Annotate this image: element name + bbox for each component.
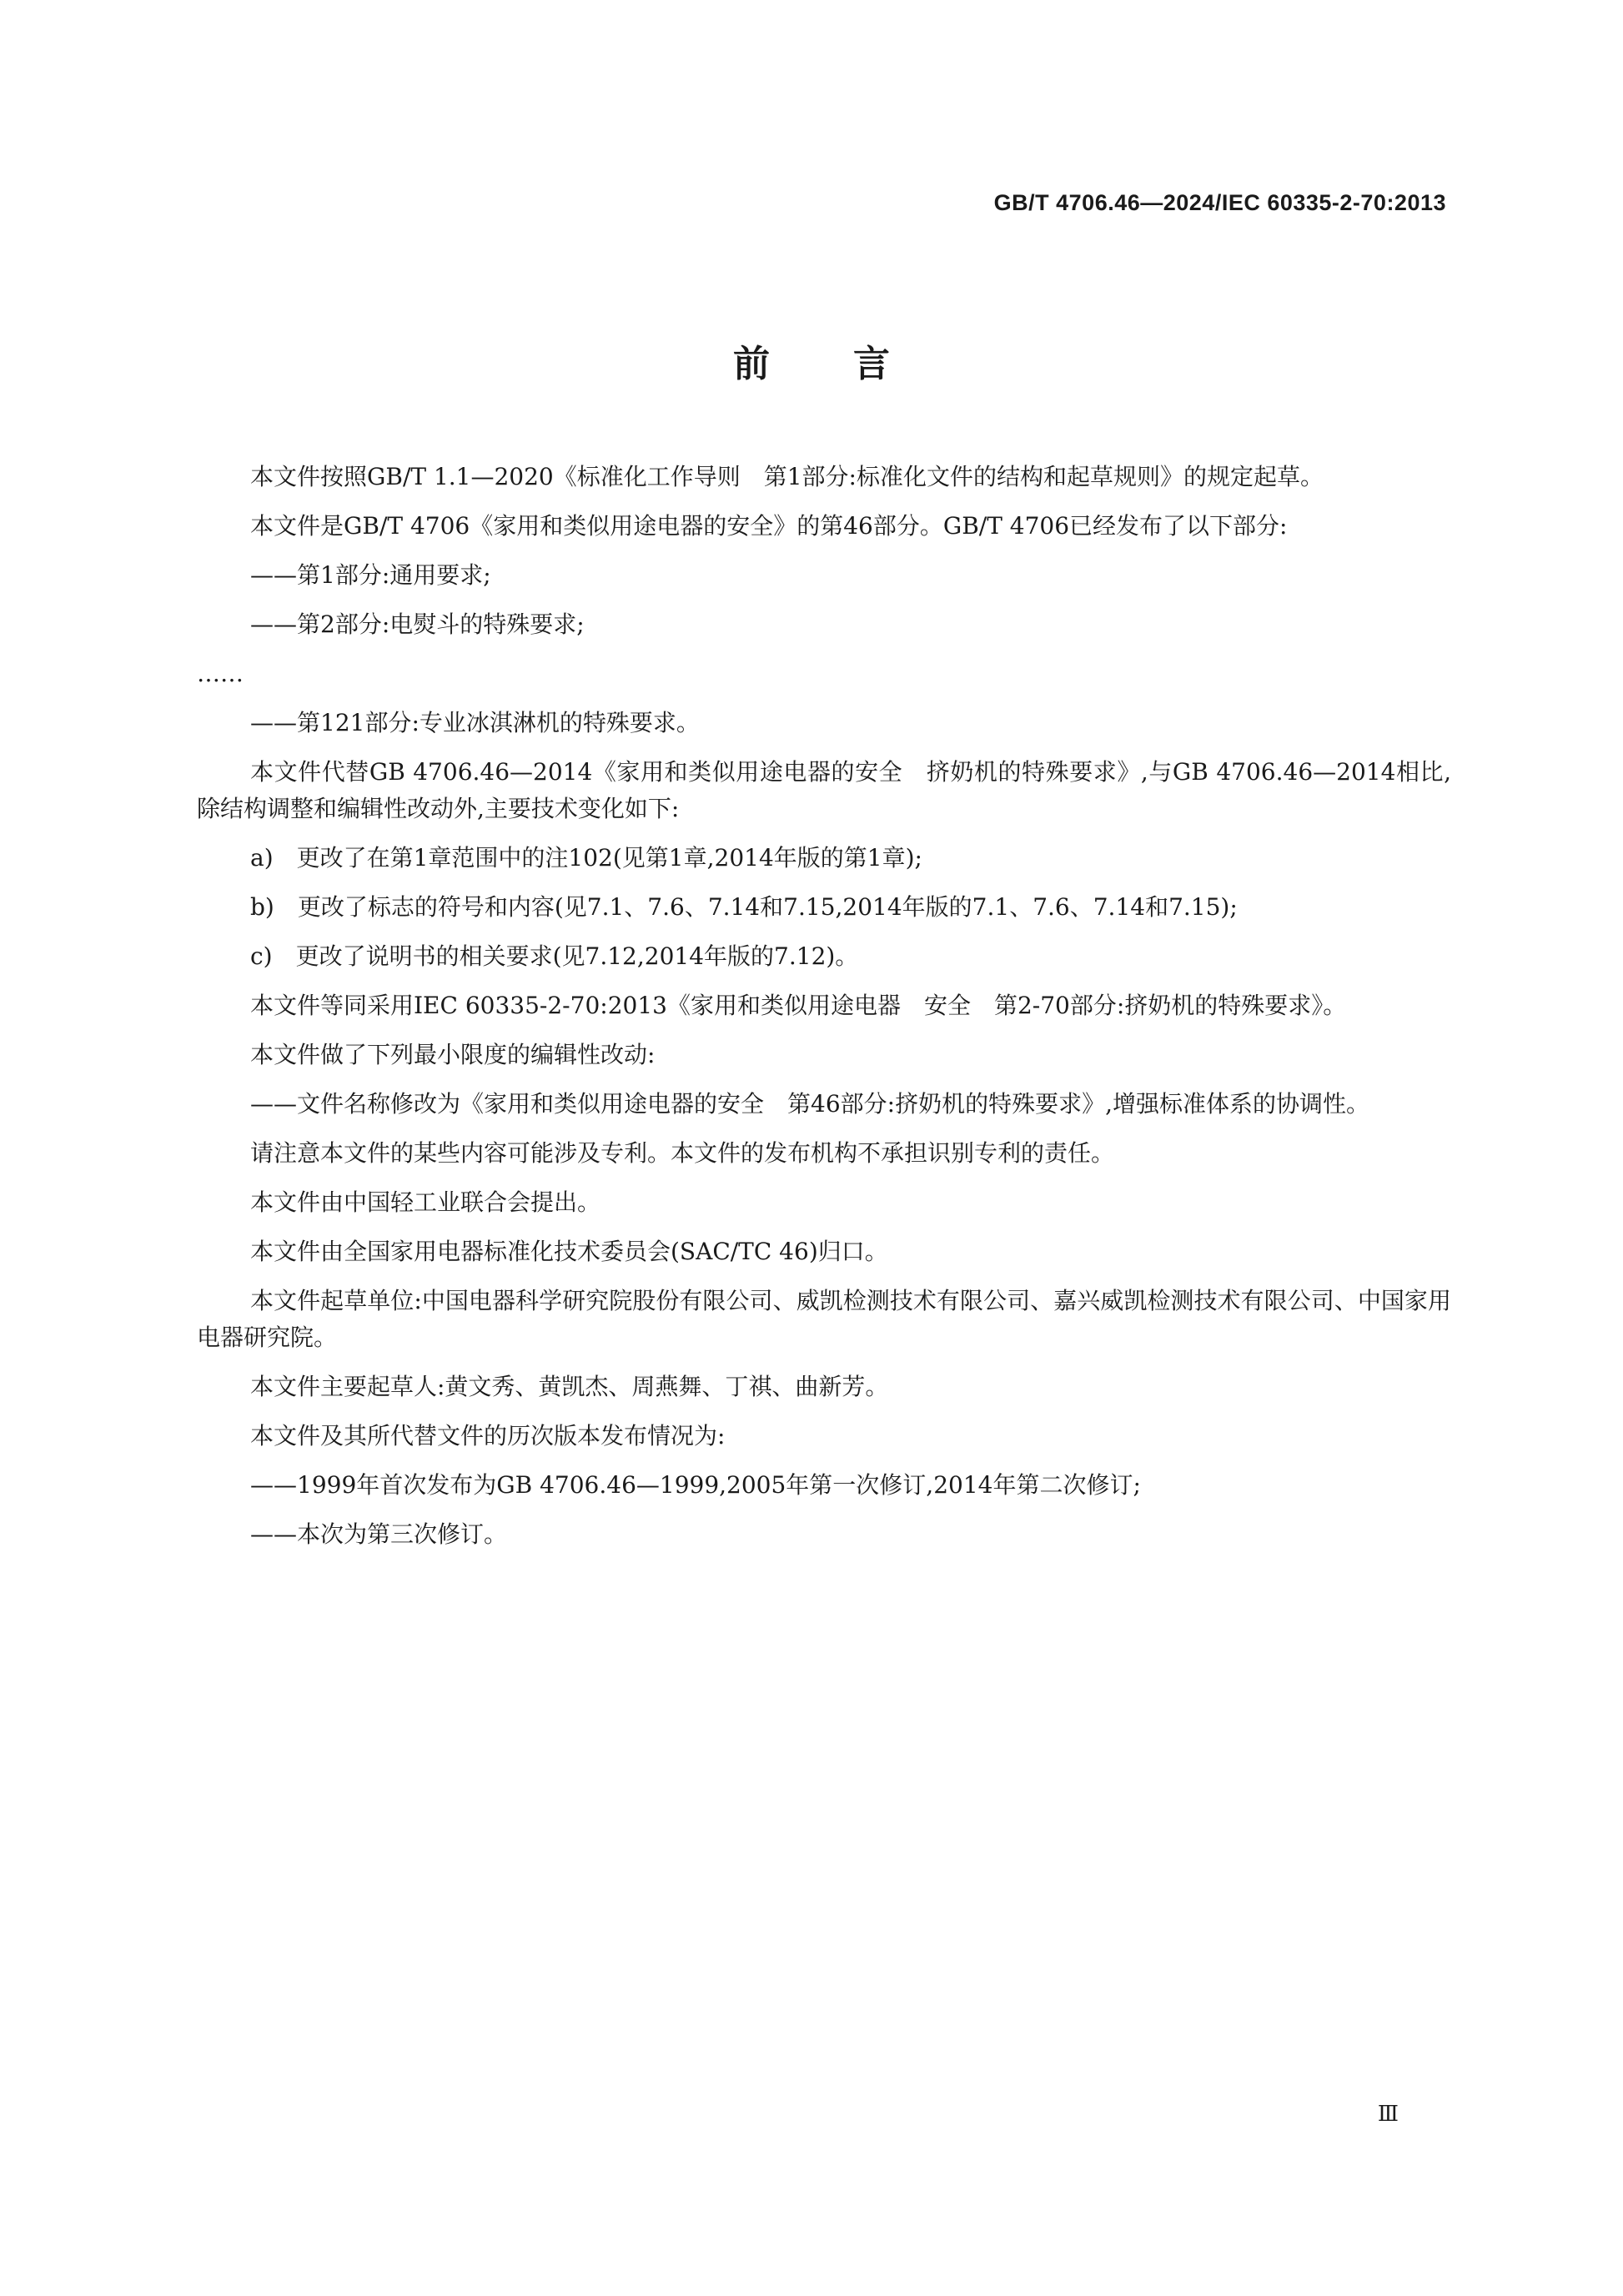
list-item-part-2: ——第2部分:电熨斗的特殊要求; xyxy=(250,610,585,638)
list-item-part-121: ——第121部分:专业冰淇淋机的特殊要求。 xyxy=(250,709,700,736)
paragraph-series-intro: 本文件是GB/T 4706《家用和类似用途电器的安全》的第46部分。GB/T 4706已经发布了以下部分: xyxy=(250,512,1288,540)
paragraph-iec-adoption: 本文件等同采用IEC 60335-2-70:2013《家用和类似用途电器 安全 第2-70部分:挤奶机的特殊要求》。 xyxy=(250,992,1347,1019)
list-item-history-2: ——本次为第三次修订。 xyxy=(250,1520,508,1548)
paragraph-editorial-changes: 本文件做了下列最小限度的编辑性改动: xyxy=(250,1041,656,1068)
list-item-history-1: ——1999年首次发布为GB 4706.46—1999,2005年第一次修订,2014年第二次修订; xyxy=(250,1471,1141,1499)
paragraph-proposer: 本文件由中国轻工业联合会提出。 xyxy=(250,1188,601,1216)
paragraph-patent-notice: 请注意本文件的某些内容可能涉及专利。本文件的发布机构不承担识别专利的责任。 xyxy=(250,1139,1115,1167)
list-item-part-1: ——第1部分:通用要求; xyxy=(250,561,491,589)
paragraph-drafters: 本文件主要起草人:黄文秀、黄凯杰、周燕舞、丁祺、曲新芳。 xyxy=(250,1373,889,1400)
list-item-editorial-change: ——文件名称修改为《家用和类似用途电器的安全 第46部分:挤奶机的特殊要求》,增强标准体系的协调性。 xyxy=(250,1090,1369,1118)
standard-code-header: GB/T 4706.46—2024/IEC 60335-2-70:2013 xyxy=(993,190,1446,215)
paragraph-technical-committee: 本文件由全国家用电器标准化技术委员会(SAC/TC 46)归口。 xyxy=(250,1238,888,1265)
paragraph-version-history: 本文件及其所代替文件的历次版本发布情况为: xyxy=(250,1422,726,1449)
list-item-change-c: c) 更改了说明书的相关要求(见7.12,2014年版的7.12)。 xyxy=(250,942,859,970)
page-number: Ⅲ xyxy=(1377,2102,1399,2126)
list-item-change-b: b) 更改了标志的符号和内容(见7.1、7.6、7.14和7.15,2014年版的7.1、7.6、7.14和7.15); xyxy=(250,893,1238,921)
page-title: 前言 xyxy=(733,343,973,385)
paragraph-replacement: 本文件代替GB 4706.46—2014《家用和类似用途电器的安全 挤奶机的特殊要求》,与GB 4706.46—2014相比,除结构调整和编辑性改动外,主要技术变化如下: xyxy=(197,758,1451,822)
foreword-body xyxy=(197,459,1451,1565)
list-ellipsis: …… xyxy=(197,660,244,687)
paragraph-drafting-units: 本文件起草单位:中国电器科学研究院股份有限公司、威凯检测技术有限公司、嘉兴威凯检测技术有限公司、中国家用电器研究院。 xyxy=(197,1287,1451,1351)
paragraph-drafting-rules: 本文件按照GB/T 1.1—2020《标准化工作导则 第1部分:标准化文件的结构和起草规则》的规定起草。 xyxy=(250,463,1324,490)
list-item-change-a: a) 更改了在第1章范围中的注102(见第1章,2014年版的第1章); xyxy=(250,844,922,872)
